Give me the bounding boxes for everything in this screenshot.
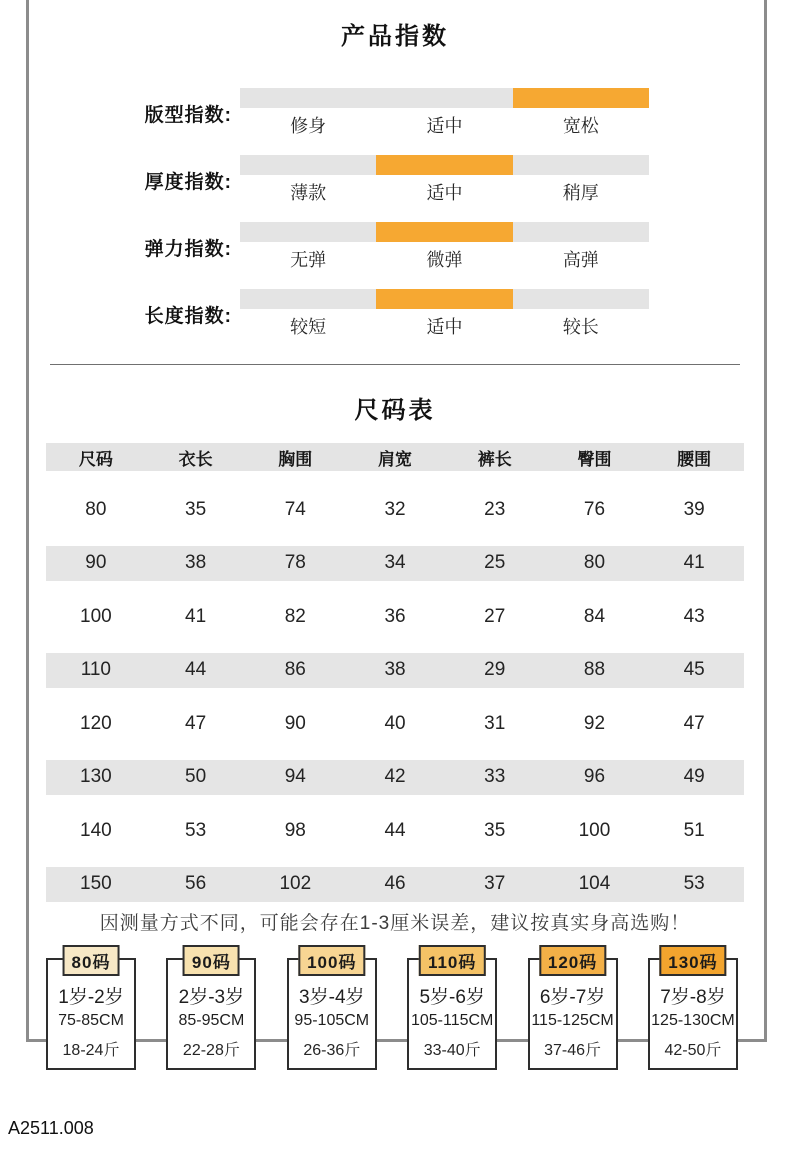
size-table-row: [46, 483, 744, 537]
size-table-cell: 90: [85, 552, 107, 574]
size-card-badge: 110码: [419, 945, 485, 976]
size-table-cell: 36: [384, 605, 406, 627]
size-table-cell: 140: [80, 819, 112, 841]
size-table-row: [46, 804, 744, 858]
size-card-age-range: 7岁-8岁: [660, 987, 726, 1008]
size-table-cell: 43: [683, 605, 705, 627]
size-table-row: [46, 644, 744, 698]
index-row-label: 弹力指数:: [144, 239, 232, 260]
size-card-age-range: 1岁-2岁: [58, 987, 124, 1008]
size-table-cell: 27: [484, 605, 506, 627]
size-card: [287, 953, 377, 1070]
size-table-header-cell: 胸围: [278, 449, 313, 469]
section-divider: [50, 364, 740, 365]
index-option-label: 适中: [426, 317, 463, 337]
index-option-label: 宽松: [562, 116, 599, 136]
size-card-age-range: 3岁-4岁: [299, 987, 365, 1008]
size-card-badge: 100码: [298, 945, 365, 976]
index-option-label: 薄款: [290, 183, 327, 203]
index-option-label: 适中: [426, 116, 463, 136]
size-table-cell: 40: [384, 712, 406, 734]
size-card-badge: 90码: [183, 945, 240, 976]
size-table-cell: 50: [185, 766, 207, 788]
index-option-label: 适中: [426, 183, 463, 203]
index-row: [0, 222, 790, 284]
size-table-cell: 38: [185, 552, 207, 574]
size-card-badge: 80码: [63, 945, 120, 976]
size-table-cell: 46: [384, 873, 406, 895]
size-card-age-range: 2岁-3岁: [178, 987, 245, 1008]
size-card-weight-range: 22-28斤: [182, 1042, 240, 1059]
size-table-cell: 80: [583, 552, 606, 574]
size-card-height-range: 75-85CM: [58, 1012, 124, 1029]
index-row-label: 版型指数:: [144, 105, 232, 126]
size-table-cell: 76: [583, 498, 606, 520]
size-table-cell: 41: [185, 605, 207, 627]
size-table-cell: 44: [384, 819, 406, 841]
index-option-label: 无弹: [290, 250, 327, 270]
size-card-weight-range: 37-46斤: [544, 1042, 602, 1059]
index-option-label: 稍厚: [562, 183, 599, 203]
size-cards: [46, 953, 738, 1070]
index-bar-active-segment: [513, 88, 649, 108]
size-card-height-range: 85-95CM: [178, 1012, 245, 1029]
index-option-label: 较长: [562, 317, 599, 337]
size-table-cell: 45: [683, 659, 705, 681]
index-bar-active-segment: [376, 155, 512, 175]
index-option-label: 较短: [290, 317, 327, 337]
size-table-header-cell: 臀围: [577, 449, 612, 469]
index-row-options: [240, 313, 649, 339]
size-card-age-range: 5岁-6岁: [419, 987, 485, 1008]
index-bar-track: [240, 88, 649, 108]
size-table-cell: 104: [578, 873, 611, 895]
size-table-header-cell: 肩宽: [378, 449, 413, 469]
size-card: [407, 953, 497, 1070]
index-row: [0, 289, 790, 351]
index-row-label: 长度指数:: [144, 306, 232, 327]
size-card-age-range: 6岁-7岁: [539, 987, 606, 1008]
size-table-row: [46, 590, 744, 644]
size-table-row: [46, 751, 744, 805]
size-table-cell: 35: [185, 498, 207, 520]
index-row: [0, 88, 790, 150]
size-table-cell: 86: [284, 659, 306, 681]
size-table-title: 尺码表: [354, 397, 436, 424]
product-index-title: 产品指数: [341, 23, 449, 50]
size-table: [46, 443, 744, 911]
size-table-cell: 94: [284, 766, 306, 788]
index-option-label: 高弹: [562, 250, 599, 270]
size-card-weight-range: 18-24斤: [62, 1042, 120, 1059]
size-table-header-cell: 尺码: [78, 449, 113, 469]
size-card: [166, 953, 256, 1070]
size-table-header-row: [46, 443, 744, 471]
size-table-cell: 49: [683, 766, 705, 788]
index-option-label: 微弹: [426, 250, 463, 270]
size-table-cell: 33: [484, 766, 506, 788]
size-table-cell: 41: [683, 552, 705, 574]
size-table-cell: 88: [583, 659, 606, 681]
size-table-cell: 90: [284, 712, 306, 734]
index-bar-track: [240, 222, 649, 242]
size-table-header-cell: 裤长: [477, 449, 512, 469]
index-bar-active-segment: [376, 222, 512, 242]
index-bar-track: [240, 289, 649, 309]
size-table-header-cell: 腰围: [677, 449, 712, 469]
size-table-row: [46, 537, 744, 591]
size-card: [46, 953, 136, 1070]
size-table-cell: 150: [80, 873, 112, 895]
size-table-cell: 100: [578, 819, 611, 841]
size-table-cell: 74: [284, 498, 306, 520]
size-table-cell: 130: [80, 766, 112, 788]
size-table-cell: 37: [484, 873, 506, 895]
index-bar-track: [240, 155, 649, 175]
size-card-height-range: 105-115CM: [410, 1012, 494, 1029]
size-card-badge: 130码: [659, 945, 726, 976]
size-card-weight-range: 42-50斤: [664, 1042, 722, 1059]
size-table-cell: 92: [583, 712, 606, 734]
size-table-cell: 31: [484, 712, 506, 734]
measurement-note: 因测量方式不同，可能会存在1-3厘米误差，建议按真实身高选购！: [99, 913, 691, 934]
size-card-weight-range: 33-40斤: [423, 1042, 481, 1059]
index-row-options: [240, 179, 649, 205]
size-card-badge: 120码: [539, 945, 606, 976]
size-table-cell: 96: [583, 766, 606, 788]
size-table-cell: 38: [384, 659, 406, 681]
product-code: A2511.008: [8, 1118, 94, 1138]
size-table-cell: 47: [185, 712, 207, 734]
size-table-cell: 51: [683, 819, 705, 841]
size-table-cell: 42: [384, 766, 406, 788]
size-table-cell: 23: [484, 498, 506, 520]
size-card-height-range: 95-105CM: [294, 1012, 370, 1029]
index-row: [0, 155, 790, 217]
size-table-cell: 47: [683, 712, 705, 734]
index-bar-active-segment: [376, 289, 512, 309]
index-option-label: 修身: [290, 116, 327, 136]
size-table-cell: 56: [185, 873, 207, 895]
index-row-options: [240, 246, 649, 272]
size-table-cell: 53: [683, 873, 705, 895]
size-table-cell: 84: [583, 605, 606, 627]
size-table-cell: 44: [185, 659, 207, 681]
size-card: [648, 953, 738, 1070]
size-table-row: [46, 858, 744, 912]
size-table-cell: 78: [284, 552, 306, 574]
index-row-label: 厚度指数:: [144, 172, 232, 193]
size-table-cell: 110: [80, 659, 111, 681]
size-card-height-range: 115-125CM: [531, 1012, 614, 1029]
size-table-row: [46, 697, 744, 751]
size-table-cell: 120: [80, 712, 112, 734]
size-table-cell: 34: [384, 552, 406, 574]
size-card: [528, 953, 618, 1070]
size-table-cell: 102: [279, 873, 312, 895]
size-card-weight-range: 26-36斤: [303, 1042, 361, 1059]
size-table-cell: 32: [384, 498, 406, 520]
size-table-cell: 80: [85, 498, 107, 520]
size-table-cell: 35: [484, 819, 506, 841]
size-table-body: [46, 483, 744, 911]
size-table-cell: 98: [284, 819, 306, 841]
size-table-cell: 25: [484, 552, 506, 574]
size-table-cell: 29: [484, 659, 506, 681]
size-table-cell: 82: [284, 605, 306, 627]
size-table-header-cell: 衣长: [178, 449, 213, 469]
index-row-options: [240, 112, 649, 138]
size-card-height-range: 125-130CM: [651, 1012, 735, 1029]
size-table-cell: 39: [683, 498, 705, 520]
size-table-cell: 100: [80, 605, 112, 627]
size-table-cell: 53: [185, 819, 207, 841]
